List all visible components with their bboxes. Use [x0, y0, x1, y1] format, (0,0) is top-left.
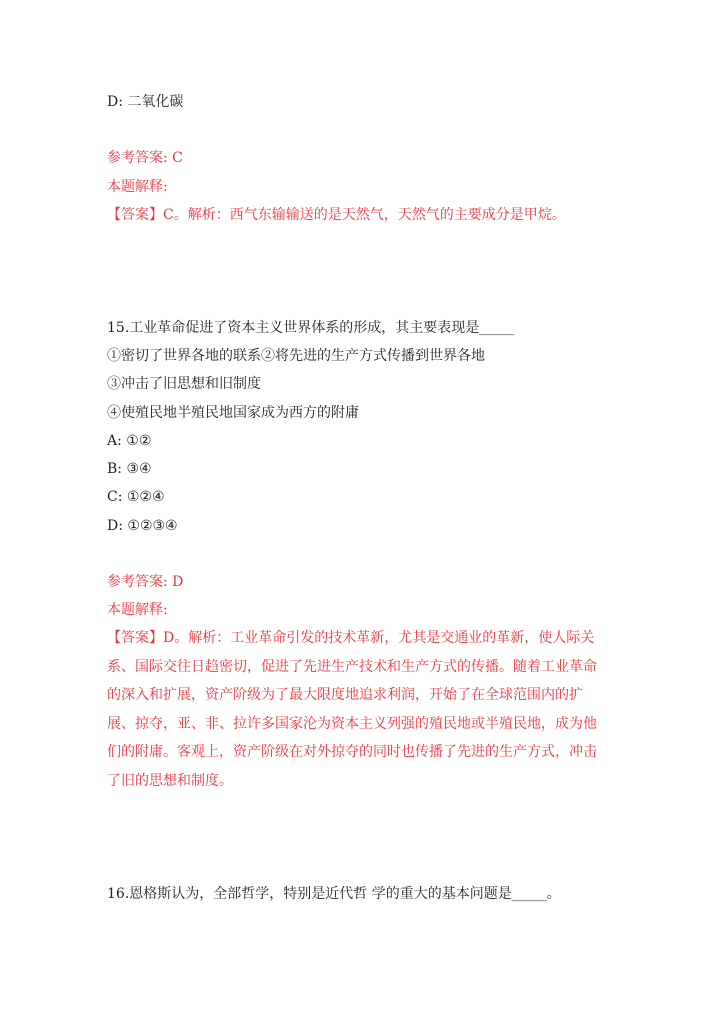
- q15-item-3: ③冲击了旧思想和旧制度: [107, 376, 261, 392]
- q15-option-a: A: ①②: [107, 433, 152, 449]
- q16-stem: 16.恩格斯认为，全部哲学，特别是近代哲 学的重大的基本问题是_____。: [107, 886, 561, 902]
- q15-item-1-2: ①密切了世界各地的联系②将先进的生产方式传播到世界各地: [107, 348, 485, 364]
- q14-explain-label: 本题解释:: [107, 179, 168, 195]
- q15-option-d: D: ①②③④: [107, 518, 178, 534]
- q15-stem: 15.工业革命促进了资本主义世界体系的形成，其主要表现是_____: [107, 320, 515, 336]
- q15-explain-label: 本题解释:: [107, 602, 168, 618]
- q14-explanation: 【答案】C。解析：西气东输输送的是天然气，天然气的主要成分是甲烷。: [107, 207, 566, 223]
- q15-option-b: B: ③④: [107, 461, 152, 477]
- q15-answer: 参考答案: D: [107, 574, 184, 590]
- q15-option-c: C: ①②④: [107, 489, 165, 505]
- q14-option-d: D: 二氧化碳: [107, 94, 184, 110]
- q15-item-4: ④使殖民地半殖民地国家成为西方的附庸: [107, 405, 359, 421]
- q15-explanation: 【答案】D。解析：工业革命引发的技术革新，尤其是交通业的革新，使人际关系、国际交往日趋密切，促进了先进生产技术和生产方式的传播。随着工业革命的深入和扩展，资产阶级为了最大限度地追求利润，开始了在全球范围内的扩展、掠夺，亚、非、拉许多国家沦为资本主义列强的殖民地或半殖民地，成为他们的附庸。客观上，资产阶级在对外掠夺的同时也传播了先进的生产方式，冲击了旧的思想和制度。: [107, 630, 597, 789]
- q14-answer: 参考答案: C: [107, 150, 183, 166]
